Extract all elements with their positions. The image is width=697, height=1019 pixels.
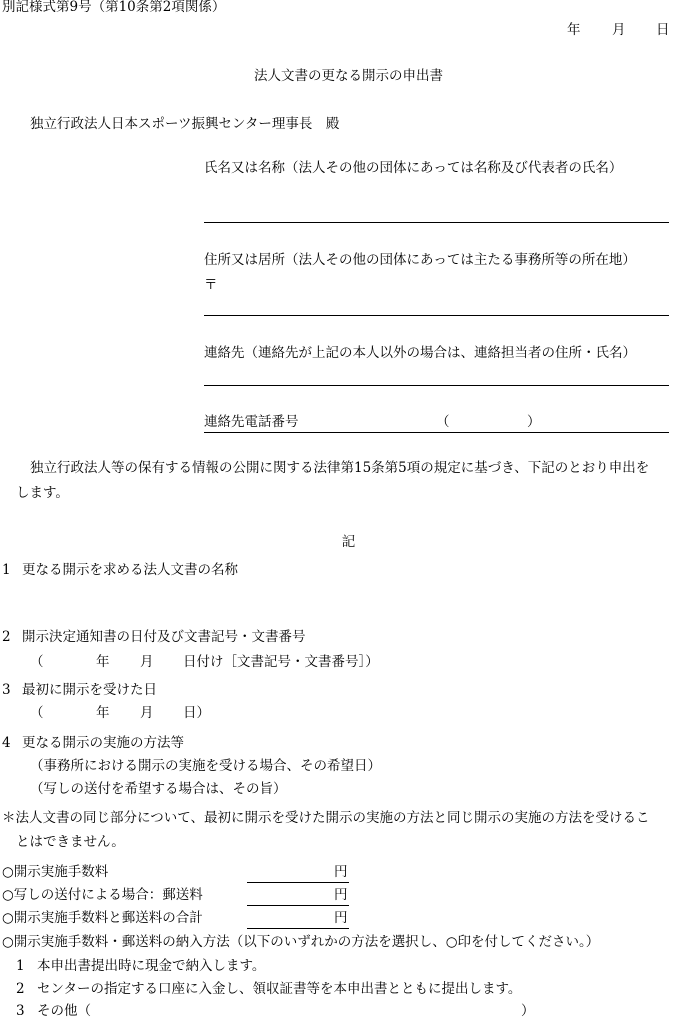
- item-sub-line-2: （写しの送付を希望する場合は、その旨）: [30, 781, 287, 797]
- year-label: 年: [96, 654, 110, 670]
- note-line-2: とはできません。: [16, 834, 125, 850]
- option-text: 本申出書提出時に現金で納入します。: [37, 958, 266, 974]
- postal-mark: 〒: [204, 277, 218, 293]
- date-year-label: 年: [567, 22, 581, 38]
- phone-field-line[interactable]: [204, 432, 669, 433]
- name-field-label: 氏名又は名称（法人その他の団体にあっては名称及び代表者の氏名）: [204, 160, 623, 176]
- ki-heading: 記: [341, 534, 356, 550]
- contact-field-line[interactable]: [204, 385, 669, 386]
- note-line-1: ＊法人文書の同じ部分について、最初に開示を受けた開示の実施の方法と同じ開示の実施の方法を受けるこ: [2, 810, 650, 826]
- date-rest-label: 日付け［文書記号・文書番号］）: [183, 654, 379, 670]
- intro-line-2: します。: [16, 485, 69, 501]
- item-number: 2: [2, 629, 11, 645]
- address-field-line[interactable]: [204, 315, 669, 316]
- item-label: 最初に開示を受けた日: [22, 682, 157, 698]
- item-number: 3: [2, 682, 11, 698]
- fee-amount-line[interactable]: [247, 905, 349, 906]
- item-sub-line-1: （事務所における開示の実施を受ける場合、その希望日）: [30, 758, 381, 774]
- paren-open: （: [30, 705, 44, 721]
- document-title: 法人文書の更なる開示の申出書: [254, 68, 443, 84]
- option-number: 1: [16, 958, 25, 974]
- addressee: 独立行政法人日本スポーツ振興センター理事長 殿: [30, 116, 340, 132]
- name-field-line[interactable]: [204, 222, 669, 223]
- option-text: その他（: [37, 1003, 91, 1019]
- phone-paren-close: ）: [527, 414, 541, 430]
- item-label: 開示決定通知書の日付及び文書記号・文書番号: [22, 629, 306, 645]
- fee-label: ○写しの送付による場合：郵送料: [2, 887, 203, 903]
- fee-amount-line[interactable]: [247, 928, 349, 929]
- date-day-label: 日: [656, 22, 670, 38]
- fee-label: ○開示実施手数料: [2, 864, 109, 880]
- yen-unit: 円: [334, 864, 348, 880]
- contact-field-label: 連絡先（連絡先が上記の本人以外の場合は、連絡担当者の住所・氏名）: [204, 345, 636, 361]
- phone-field-label: 連絡先電話番号: [204, 414, 299, 430]
- option-number: 3: [16, 1003, 25, 1019]
- yen-unit: 円: [334, 910, 348, 926]
- intro-line-1: 独立行政法人等の保有する情報の公開に関する法律第15条第5項の規定に基づき、下記のとおり申出を: [30, 460, 650, 476]
- date-rest-label: 日）: [183, 705, 210, 721]
- item-number: 1: [2, 562, 11, 578]
- date-month-label: 月: [612, 22, 626, 38]
- option-number: 2: [16, 981, 25, 997]
- month-label: 月: [140, 705, 154, 721]
- phone-paren-open: （: [436, 414, 450, 430]
- item-label: 更なる開示の実施の方法等: [22, 735, 184, 751]
- paren-close: ）: [521, 1003, 535, 1019]
- address-field-label: 住所又は居所（法人その他の団体にあっては主たる事務所等の所在地）: [204, 252, 636, 268]
- payment-heading: ○開示実施手数料・郵送料の納入方法（以下のいずれかの方法を選択し、○印を付してください。）: [2, 934, 600, 950]
- option-text: センターの指定する口座に入金し、領収証書等を本申出書とともに提出します。: [37, 981, 522, 997]
- item-label: 更なる開示を求める法人文書の名称: [22, 562, 238, 578]
- fee-label: ○開示実施手数料と郵送料の合計: [2, 910, 203, 926]
- month-label: 月: [140, 654, 154, 670]
- year-label: 年: [96, 705, 110, 721]
- item-number: 4: [2, 735, 11, 751]
- fee-amount-line[interactable]: [247, 882, 349, 883]
- yen-unit: 円: [334, 887, 348, 903]
- form-label: 別記様式第9号（第10条第2項関係）: [2, 0, 226, 15]
- paren-open: （: [30, 654, 44, 670]
